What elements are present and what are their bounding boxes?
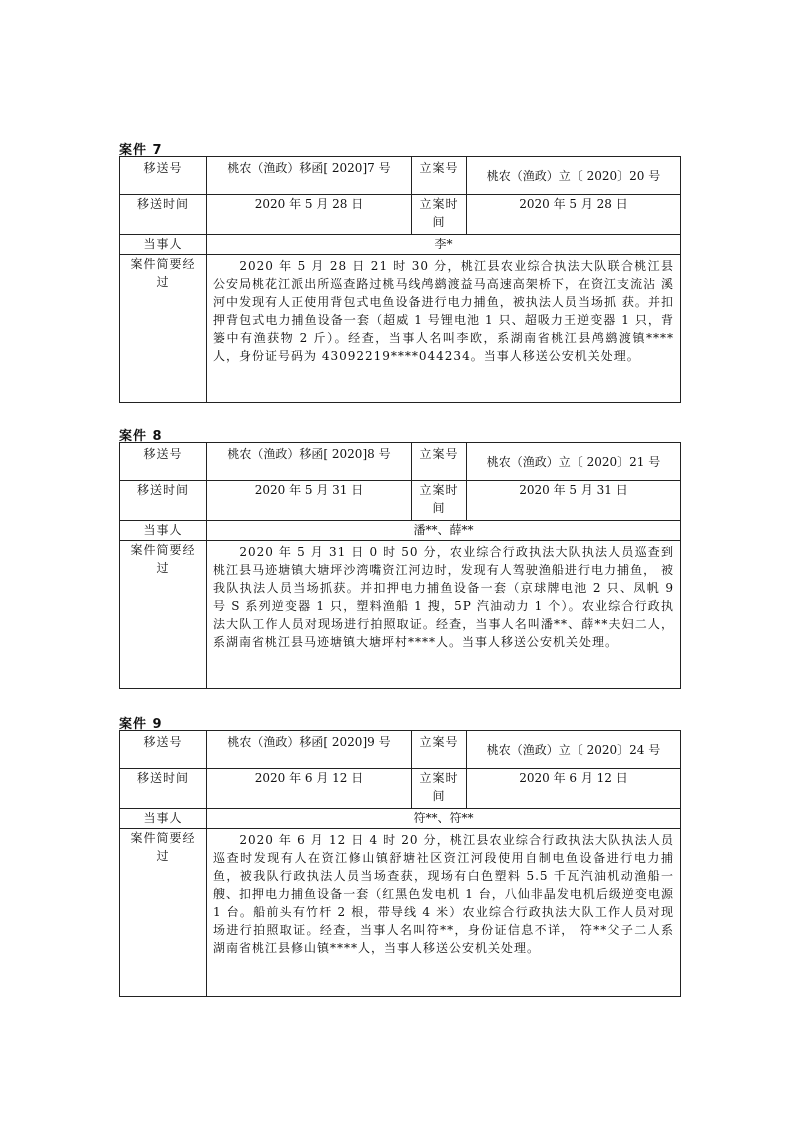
party-value: 潘**、薛** (207, 521, 681, 541)
transfer-time-label: 移送时间 (120, 769, 207, 809)
party-value: 李* (207, 235, 681, 255)
register-time-label: 立案时 间 (412, 195, 467, 235)
summary-label: 案件简要经 过 (120, 255, 207, 403)
summary-text: 2020 年 6 月 12 日 4 时 20 分，桃江县农业综合行政执法大队执法人员巡查时发现有人在资江修山镇舒塘社区资江河段使用自制电鱼设备进行电力捕鱼，被我队行政执法人员当场查获，现场有白色塑料 5.5 千瓦汽油机动渔船一艘、扣押电力捕鱼设备一套（红黑色发电机 1 台，八仙非晶发电机后级逆变电源 1 台。船前头有竹杆 2 根，带导线 4 米）农业综合行政执法大队工作人员对现场进行拍照取证。经查，当事人名叫符**，身份证信息不详， 符**父子二人系湖南省桃江县修山镇****人，当事人移送公安机关处理。 (207, 829, 681, 997)
register-no-label: 立案号 (412, 157, 467, 195)
case-table (119, 442, 681, 689)
register-date-value: 2020 年 5 月 28 日 (467, 195, 681, 235)
transfer-date-value: 2020 年 6 月 12 日 (207, 769, 412, 809)
register-no-label: 立案号 (412, 731, 467, 769)
party-label: 当事人 (120, 235, 207, 255)
register-no-value: 桃农（渔政）立〔 2020〕21 号 (467, 443, 681, 481)
transfer-no-label: 移送号 (120, 731, 207, 769)
case-title: 案件 9 (119, 717, 163, 732)
summary-text: 2020 年 5 月 31 日 0 时 50 分，农业综合行政执法大队执法人员巡查到桃江县马迹塘镇大塘坪沙湾嘴资江河边时，发现有人驾驶渔船进行电力捕鱼， 被我队执法人员当场抓获。并扣押电力捕鱼设备一套（京球牌电池 2 只、凤帆 9 号 S 系列逆变器 1 只，塑料渔船 1 搜，5P 汽油动力 1 个）。农业综合行政执法大队工作人员对现场进行拍照取证。经查，当事人名叫潘**、薛**夫妇二人，系湖南省桃江县马迹塘镇大塘坪村****人。当事人移送公安机关处理。 (207, 541, 681, 689)
case-table (119, 730, 681, 997)
summary-label: 案件简要经 过 (120, 829, 207, 997)
party-label: 当事人 (120, 521, 207, 541)
transfer-no-value: 桃农（渔政）移函[ 2020]9 号 (207, 731, 412, 769)
register-date-value: 2020 年 6 月 12 日 (467, 769, 681, 809)
transfer-time-label: 移送时间 (120, 195, 207, 235)
case-title: 案件 8 (119, 429, 163, 444)
transfer-no-value: 桃农（渔政）移函[ 2020]7 号 (207, 157, 412, 195)
transfer-date-value: 2020 年 5 月 31 日 (207, 481, 412, 521)
transfer-no-label: 移送号 (120, 443, 207, 481)
transfer-no-label: 移送号 (120, 157, 207, 195)
party-value: 符**、符** (207, 809, 681, 829)
register-no-label: 立案号 (412, 443, 467, 481)
transfer-time-label: 移送时间 (120, 481, 207, 521)
register-no-value: 桃农（渔政）立〔 2020〕24 号 (467, 731, 681, 769)
register-time-label: 立案时 间 (412, 769, 467, 809)
transfer-date-value: 2020 年 5 月 28 日 (207, 195, 412, 235)
summary-text: 2020 年 5 月 28 日 21 时 30 分，桃江县农业综合执法大队联合桃江县公安局桃花江派出所巡查路过桃马线鸬鹚渡益马高速高架桥下，在资江支流沾 溪河中发现有人正使用背包式电鱼设备进行电力捕鱼，被执法人员当场抓 获。并扣押背包式电力捕鱼设备一套（超威 1 号锂电池 1 只、超吸力王逆变器 1 只，背篓中有渔获物 2 斤）。经查，当事人名叫李欧，系湖南省桃江县鸬鹚渡镇****人，身份证号码为 43092219****044234。当事人移送公安机关处理。 (207, 255, 681, 403)
case-table (119, 156, 681, 403)
register-time-label: 立案时 间 (412, 481, 467, 521)
register-date-value: 2020 年 5 月 31 日 (467, 481, 681, 521)
summary-label: 案件简要经 过 (120, 541, 207, 689)
register-no-value: 桃农（渔政）立〔 2020〕20 号 (467, 157, 681, 195)
party-label: 当事人 (120, 809, 207, 829)
transfer-no-value: 桃农（渔政）移函[ 2020]8 号 (207, 443, 412, 481)
case-title: 案件 7 (119, 143, 163, 158)
